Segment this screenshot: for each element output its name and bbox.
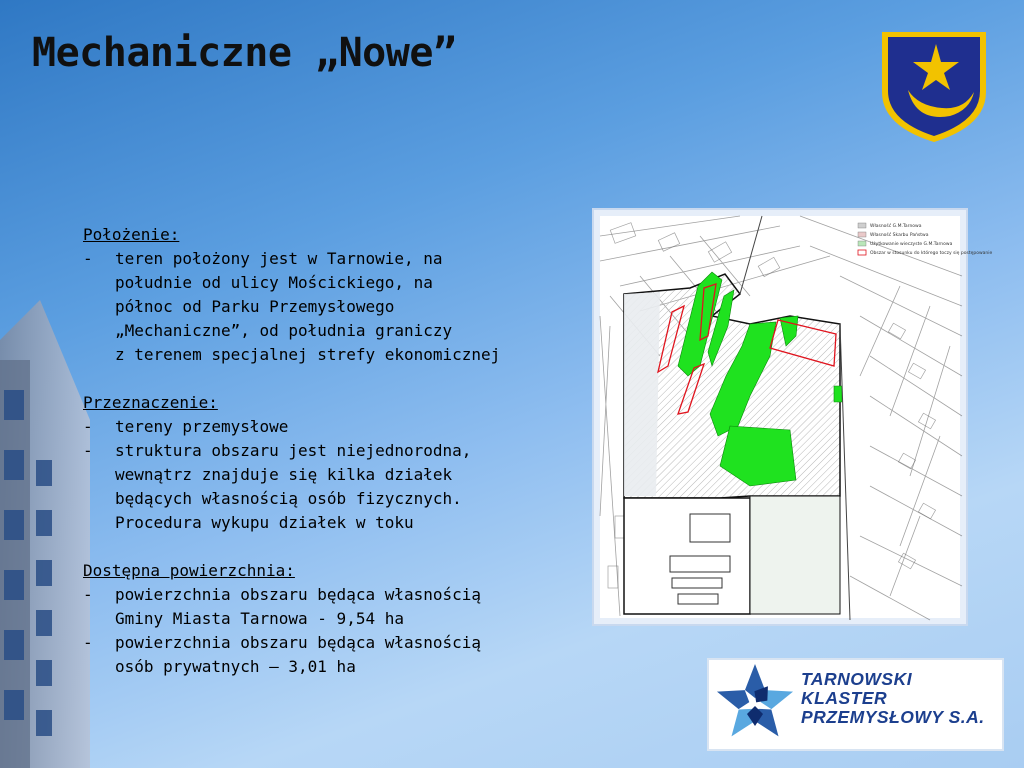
purpose-item-2: struktura obszaru jest niejednorodna, wewnątrz znajduje się kilka działek będących własnością osób fizycznych. Procedura wykupu działek w toku <box>115 441 472 532</box>
building-decoration <box>0 300 90 768</box>
purpose-section <box>83 391 583 535</box>
klaster-star-icon <box>711 660 799 749</box>
location-heading: Położenie: <box>83 225 180 244</box>
slide-title: Mechaniczne „Nowe” <box>32 30 457 76</box>
area-section <box>83 559 583 679</box>
location-section <box>83 223 583 367</box>
list-item: - powierzchnia obszaru będąca własnością Gminy Miasta Tarnowa - 9,54 ha <box>83 583 583 631</box>
area-heading: Dostępna powierzchnia: <box>83 561 295 580</box>
list-item: - tereny przemysłowe <box>83 415 583 439</box>
list-item: - teren położony jest w Tarnowie, na południe od ulicy Mościckiego, na północ od Parku Przemysłowego „Mechaniczne”, od południa graniczy z terenem specjalnej strefy ekonomicznej <box>83 247 583 367</box>
logo-name: TARNOWSKI KLASTER PRZEMYSŁOWY S.A. <box>801 669 985 727</box>
list-item: - powierzchnia obszaru będąca własnością osób prywatnych – 3,01 ha <box>83 631 583 679</box>
site-map-drawing <box>600 216 993 620</box>
svg-text:Własność Skarbu Państwa: Własność Skarbu Państwa <box>870 233 929 238</box>
purpose-item-1: tereny przemysłowe <box>115 417 289 436</box>
map-legend <box>858 222 993 256</box>
location-item-1: teren położony jest w Tarnowie, na południe od ulicy Mościckiego, na północ od Parku Przemysłowego „Mechaniczne”, od południa graniczy z terenem specjalnej strefy ekonomicznej <box>115 249 501 364</box>
list-item: - struktura obszaru jest niejednorodna, wewnątrz znajduje się kilka działek będących własnością osób fizycznych. Procedura wykupu działek w toku <box>83 439 583 535</box>
site-map-image <box>600 216 993 618</box>
tarnowski-klaster-logo <box>707 658 1004 751</box>
svg-text:Obszar w stosunku do którego t: Obszar w stosunku do którego toczy się postępowanie <box>870 251 993 256</box>
tarnow-crest-icon <box>878 22 990 146</box>
area-item-1: powierzchnia obszaru będąca własnością Gminy Miasta Tarnowa - 9,54 ha <box>115 585 482 628</box>
content-area <box>83 223 583 703</box>
purpose-heading: Przeznaczenie: <box>83 393 218 412</box>
area-item-2: powierzchnia obszaru będąca własnością osób prywatnych – 3,01 ha <box>115 633 482 676</box>
svg-text:Użytkowanie wieczyste G.M.Tarn: Użytkowanie wieczyste G.M.Tarnowa <box>870 242 953 247</box>
svg-text:Własność G.M.Tarnowa: Własność G.M.Tarnowa <box>870 224 922 229</box>
map-frame <box>592 208 993 626</box>
